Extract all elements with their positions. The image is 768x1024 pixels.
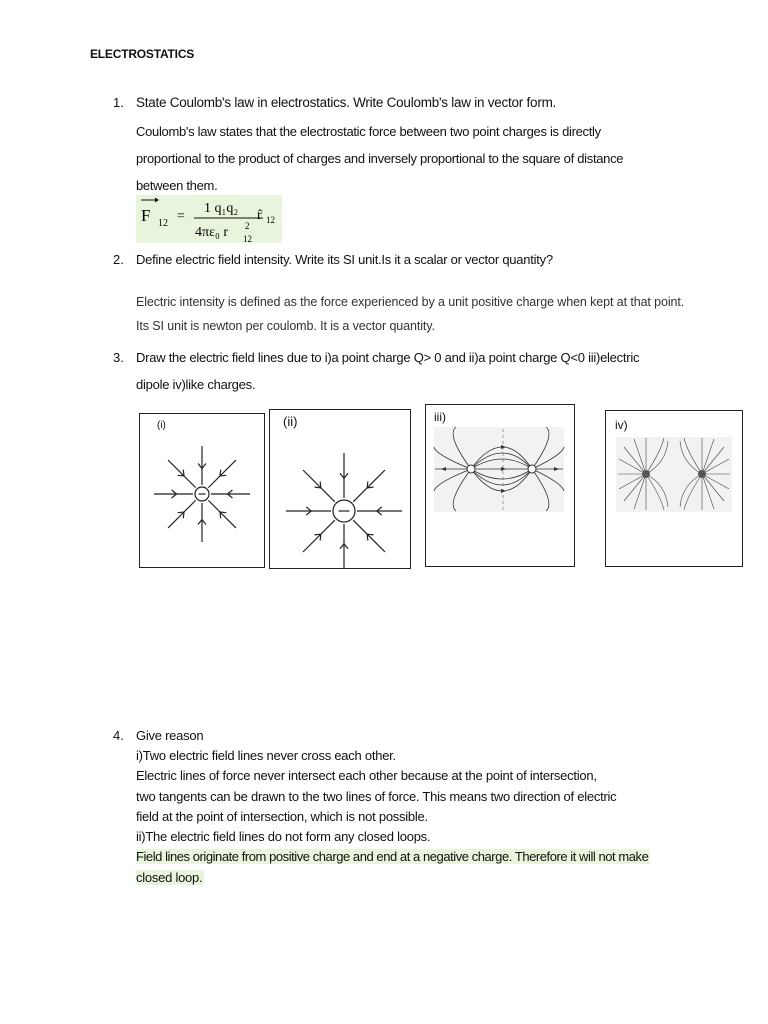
- q4-highlight-line-1: Field lines originate from positive charge and end at a negative charge. Therefore it will not make: [136, 849, 649, 864]
- coulomb-formula: [136, 195, 282, 243]
- q1-question: State Coulomb's law in electrostatics. Write Coulomb's law in vector form.: [136, 95, 557, 110]
- formula-unit-subscript: 12: [266, 215, 275, 225]
- formula-vector-subscript: 12: [158, 218, 168, 229]
- q1-number: 1.: [113, 95, 124, 110]
- q3-number: 3.: [113, 350, 124, 365]
- coulomb-formula-svg: [136, 195, 282, 243]
- figure-ii-diagram: [270, 410, 410, 568]
- figure-ii-label: (ii): [283, 414, 298, 429]
- q2-question: Define electric field intensity. Write its SI unit.Is it a scalar or vector quantity?: [136, 252, 553, 267]
- positive-charge-icon: [467, 465, 475, 473]
- figure-iii-label: iii): [434, 410, 446, 424]
- q4-line-5: field at the point of intersection, which is not possible.: [136, 809, 428, 824]
- q4-line-4: two tangents can be drawn to the two lines of force. This means two direction of electric: [136, 789, 617, 804]
- q4-line-2: i)Two electric field lines never cross each other.: [136, 748, 396, 763]
- field-line: [353, 470, 385, 502]
- field-line: [303, 520, 335, 552]
- q3-question-line-2: dipole iv)like charges.: [136, 377, 256, 392]
- q4-number: 4.: [113, 728, 124, 743]
- figure-i-diagram: [140, 414, 264, 567]
- formula-r-subscript: 12: [243, 234, 252, 243]
- figure-iii-diagram: [426, 405, 574, 566]
- field-line: [208, 500, 236, 528]
- field-line: [303, 470, 335, 502]
- formula-denominator: 4πε₀ r: [195, 225, 228, 240]
- figure-iv-box: [605, 410, 743, 567]
- document-title: ELECTROSTATICS: [90, 47, 195, 61]
- figure-i-box: [139, 413, 265, 568]
- charge-left-icon: [642, 470, 650, 478]
- q2-answer-line-2: Its SI unit is newton per coulomb. It is a vector quantity.: [136, 319, 435, 333]
- q4-line-6: ii)The electric field lines do not form any closed loops.: [136, 829, 431, 844]
- negative-charge-icon: [528, 465, 536, 473]
- field-line: [353, 520, 385, 552]
- charge-right-icon: [698, 470, 706, 478]
- q2-number: 2.: [113, 252, 124, 267]
- formula-r-power: 2: [245, 221, 250, 231]
- figure-iv-diagram: [606, 411, 742, 566]
- q1-answer-line-3: between them.: [136, 178, 218, 193]
- q2-answer-line-1: Electric intensity is defined as the force experienced by a unit positive charge when kept at that point.: [136, 295, 685, 309]
- figure-i-label: (i): [157, 420, 166, 431]
- field-line: [208, 460, 236, 488]
- q1-answer-line-1: Coulomb's law states that the electrostatic force between two point charges is directly: [136, 124, 601, 139]
- figure-iii-box: [425, 404, 575, 567]
- formula-vector: F: [141, 206, 151, 225]
- formula-unit-vector: r̂: [257, 208, 262, 223]
- q4-line-1: Give reason: [136, 728, 204, 743]
- vector-arrowhead-icon: [155, 198, 159, 203]
- field-line: [168, 460, 196, 488]
- q4-highlight-line-2: closed loop.: [136, 870, 203, 885]
- q3-question-line-1: Draw the electric field lines due to i)a point charge Q> 0 and ii)a point charge Q<0 iii)electric: [136, 350, 640, 365]
- formula-numerator: 1 q₁q₂: [204, 201, 239, 216]
- figure-iv-label: iv): [615, 418, 628, 432]
- formula-equals: =: [177, 209, 185, 224]
- figure-ii-box: [269, 409, 411, 569]
- q1-answer-line-2: proportional to the product of charges and inversely proportional to the square of distance: [136, 151, 624, 166]
- q4-line-3: Electric lines of force never intersect each other because at the point of intersection,: [136, 768, 597, 783]
- field-line: [168, 500, 196, 528]
